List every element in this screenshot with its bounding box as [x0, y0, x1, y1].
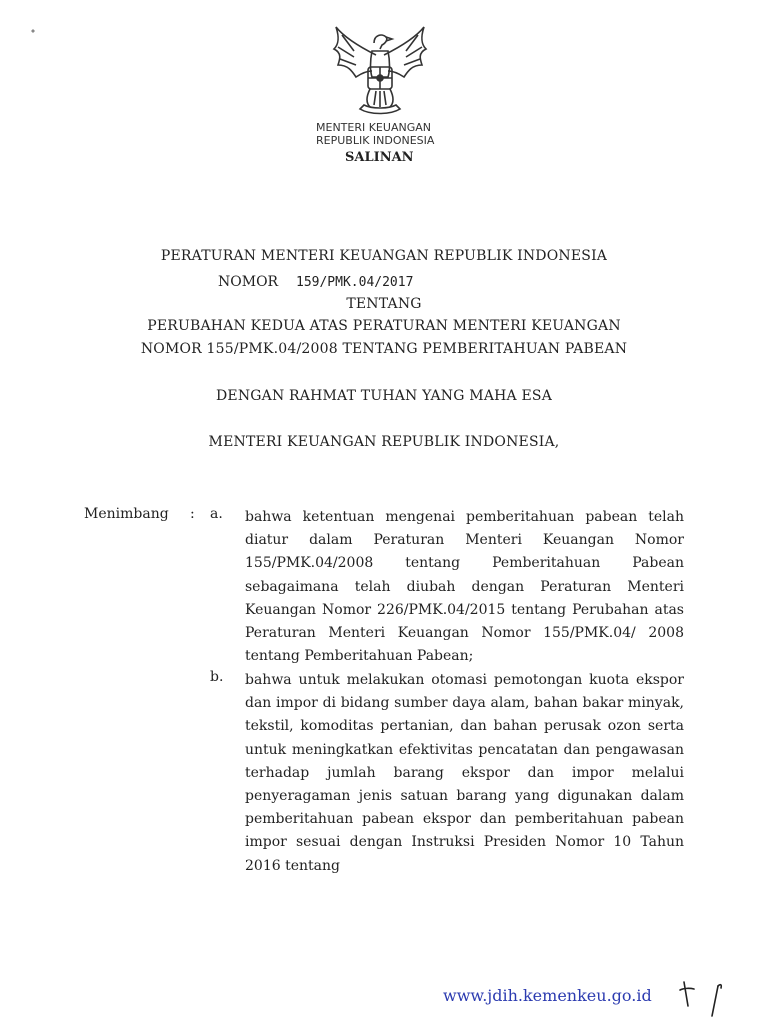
issuer: MENTERI KEUANGAN REPUBLIK INDONESIA, — [208, 434, 560, 450]
paraf-signature-icon — [674, 976, 734, 1020]
website-link[interactable]: www.jdih.kemenkeu.go.id — [443, 986, 652, 1005]
number-value: 159/PMK.04/2017 — [296, 275, 414, 290]
tentang-label: TENTANG — [346, 296, 422, 312]
considering-label: Menimbang — [84, 506, 169, 522]
scan-speck-icon — [30, 28, 36, 34]
item-letter: b. — [210, 669, 224, 685]
item-text: bahwa ketentuan mengenai pemberitahuan pabean telah diatur dalam Peraturan Menteri Keuangan Nomor 155/PMK.04/2008 tentang Pemberitahuan Pabean sebagaimana telah diubah dengan Peraturan Menteri Keuangan Nomor 226/PMK.04/2015 tentang Perubahan atas Peraturan Menteri Keuangan Nomor 155/PMK.04/ 2008 tentang Pemberitahuan Pabean; — [245, 509, 684, 665]
number-label: NOMOR — [218, 274, 279, 290]
item-letter: a. — [210, 506, 223, 522]
ministry-header — [316, 121, 486, 147]
subject-line-1: PERUBAHAN KEDUA ATAS PERATURAN MENTERI KEUANGAN — [147, 318, 621, 334]
ministry-line-2: REPUBLIK INDONESIA — [316, 134, 435, 147]
garuda-emblem-icon — [330, 25, 430, 117]
invocation: DENGAN RAHMAT TUHAN YANG MAHA ESA — [215, 388, 553, 404]
copy-label: SALINAN — [345, 150, 414, 165]
regulation-title: PERATURAN MENTERI KEUANGAN REPUBLIK INDONESIA — [160, 248, 608, 264]
considering-colon: : — [190, 506, 195, 522]
ministry-line-1: MENTERI KEUANGAN — [316, 121, 431, 134]
subject-line-2: NOMOR 155/PMK.04/2008 TENTANG PEMBERITAHUAN PABEAN — [140, 341, 628, 357]
item-text: bahwa untuk melakukan otomasi pemotongan kuota ekspor dan impor di bidang sumber daya alam, bahan bakar minyak, tekstil, komoditas pertanian, dan bahan perusak ozon serta untuk meningkatkan efektivitas pencatatan dan pengawasan terhadap jumlah barang ekspor dan impor melalui penyeragaman jenis satuan barang yang digunakan dalam pemberitahuan pabean ekspor dan pemberitahuan pabean impor sesuai dengan Instruksi Presiden Nomor 10 Tahun 2016 tentang — [245, 672, 684, 874]
regulation-number — [218, 274, 413, 290]
